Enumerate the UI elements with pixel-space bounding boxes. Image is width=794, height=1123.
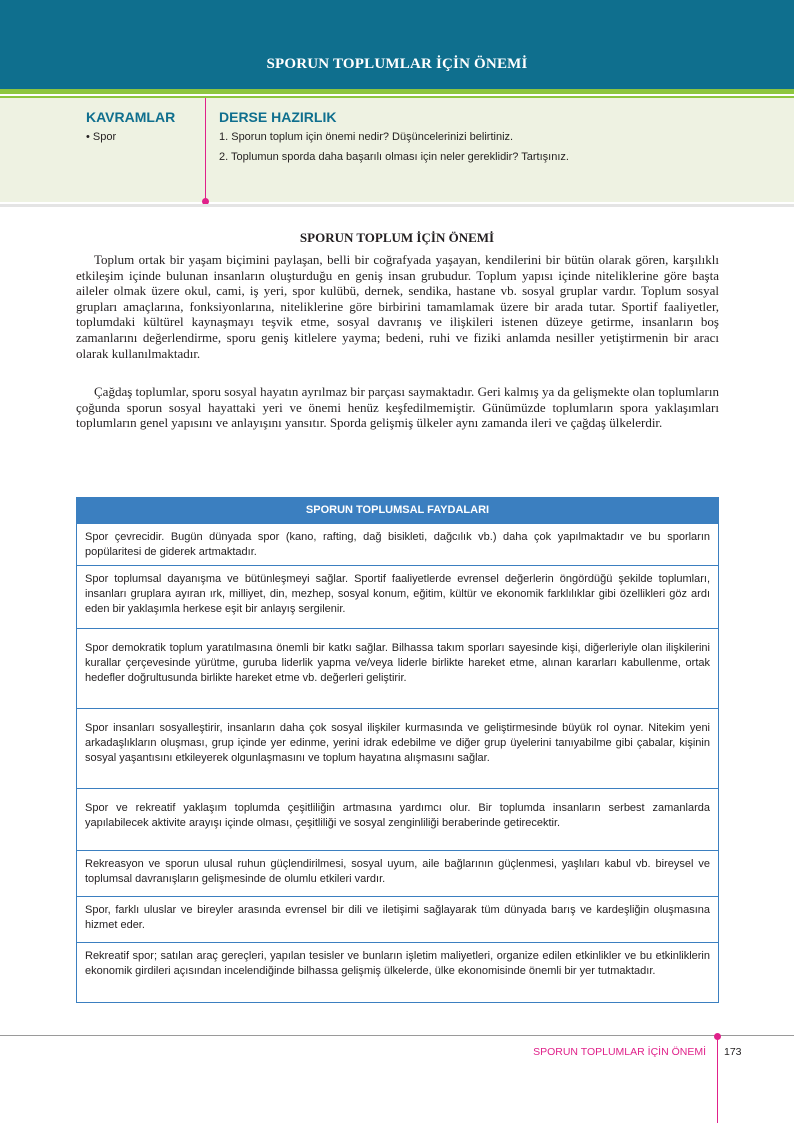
table-row: Rekreasyon ve sporun ulusal ruhun güçlendirilmesi, sosyal uyum, aile bağlarının güçlenmesi, yaşlıları kabul vb. bireysel ve toplumsal davranışların gelişmesinde de olumlu etkileri vardır. — [77, 850, 718, 896]
table-row: Rekreatif spor; satılan araç gereçleri, yapılan tesisler ve bunların işletim maliyetleri, organize edilen etkinlikler ve bu etkinliklerin ekonomik girdileri açısından incelendiğinde bilhassa gelişmiş ülkelerde, ülke ekonomisinde önemli bir yer tutmaktadır. — [77, 942, 718, 1003]
section-title: SPORUN TOPLUM İÇİN ÖNEMİ — [299, 230, 495, 245]
table-row: Spor insanları sosyalleştirir, insanların daha çok sosyal ilişkiler kurmasında ve geliştirmesinde büyük rol oynar. Nitekim yeni arkadaşlıkların oluşması, grup içinde yer edinme, yerini idrak edebilme ve diğer grup üyelerini tanıyabilme gibi çabalar, kişinin sosyal yaşantısını etkileyerek olgunlaşmasını ve toplum hayatına alışmasını sağlar. — [77, 708, 718, 788]
prep-question: 1. Sporun toplum için önemi nedir? Düşüncelerinizi belirtiniz. — [219, 131, 514, 143]
page-title: SPORUN TOPLUMLAR İÇİN ÖNEMİ — [266, 56, 528, 72]
footer-divider — [717, 1038, 718, 1123]
footer-title: SPORUN TOPLUMLAR İÇİN ÖNEMİ — [533, 1046, 706, 1058]
table-row: Spor, farklı uluslar ve bireyler arasında evrensel bir dili ve iletişimi sağlayarak tüm dünyada barış ve kardeşliğin oluşmasına hizmet eder. — [77, 896, 718, 942]
prep-divider — [205, 98, 206, 202]
prep-bottom-shadow — [0, 204, 794, 207]
body-paragraph: Çağdaş toplumlar, sporu sosyal hayatın ayrılmaz bir parçası saymaktadır. Geri kalmış ya da gelişmekte olan toplumların çoğunda sporun sosyal hayattaki yeri ve önemi henüz keşfedilmemiştir. Günümüzde toplumların spora yaklaşımları toplumların genel yapısını ve anlayışını yansıtır. Sporda gelişmiş ülkeler aynı zamanda ileri ve çağdaş ülkelerdir. — [76, 384, 719, 431]
table-row: Spor toplumsal dayanışma ve bütünleşmeyi sağlar. Sportif faaliyetlerde evrensel değerlerin öngördüğü şekilde toplumları, insanları gruplara ayıran ırk, milliyet, din, mezhep, sosyal konum, eğitim, kültür ve ekonomik farklılıklar gibi özellikleri göz ardı eden bir yaklaşımla herkese eşit bir anlayış sergilenir. — [77, 565, 718, 628]
header-band — [0, 0, 794, 89]
concept-item: • Spor — [86, 131, 117, 143]
body-paragraph: Toplum ortak bir yaşam biçimini paylaşan, belli bir coğrafyada yaşayan, kendilerini bir bütün olarak gören, karşılıklı etkileşim içinde bulunan insanların oluşturduğu en geniş insan grubudur. Toplum yapısı içinde niteliklerine göre başta aileler olmak üzere okul, cami, iş yeri, spor kulübü, dernek, sendika, hastane vb. sosyal gruplar vardır. Toplum sosyal grupları amaçlarına, fonksiyonlarına, niteliklerine göre birbirini tamamlamak üzere bir arada tutar. Sportif faaliyetler, toplumdaki kültürel kaynaşmayı teşvik etme, sosyal davranış ve ilişkileri istenen düzeye getirme, insanların boş zamanlarını değerlendirme, sporu geniş kitlelere yayma; bedeni, ruhi ve fiziki anlamda nesiller yetiştirmenin bir aracı olarak kullanılmaktadır. — [76, 252, 719, 361]
table-row: Spor ve rekreatif yaklaşım toplumda çeşitliliğin artmasına yardımcı olur. Bir toplumda insanların serbest zamanlarda yapılabilecek aktivite arayışı içinde olması, çeşitliliği ve sosyal zenginliliği beraberinde getirecektir. — [77, 788, 718, 850]
lesson-prep-title: DERSE HAZIRLIK — [219, 109, 337, 125]
concepts-title: KAVRAMLAR — [86, 109, 176, 125]
page-number: 173 — [724, 1046, 742, 1058]
table-header: SPORUN TOPLUMSAL FAYDALARI — [77, 498, 718, 523]
footer-rule — [0, 1035, 794, 1036]
table-row: Spor çevrecidir. Bugün dünyada spor (kano, rafting, dağ bisikleti, dağcılık vb.) daha çok yapılmaktadır ve bu sporların popülaritesi de giderek artmaktadır. — [77, 523, 718, 565]
prep-question: 2. Toplumun sporda daha başarılı olması için neler gereklidir? Tartışınız. — [219, 151, 569, 163]
header-accent-line — [0, 89, 794, 94]
social-benefits-table — [76, 497, 719, 1003]
table-row: Spor demokratik toplum yaratılmasına önemli bir katkı sağlar. Bilhassa takım sporları sayesinde kişi, diğerleriyle olan ilişkilerini kurallar çerçevesinde yürütme, guruba liderlik yapma ve/veya liderle birlikte hareket etme, alınan kararları kabullenme, ortak hedefler doğrultusunda birlikte hareket etme vb. değerleri geliştirir. — [77, 628, 718, 708]
